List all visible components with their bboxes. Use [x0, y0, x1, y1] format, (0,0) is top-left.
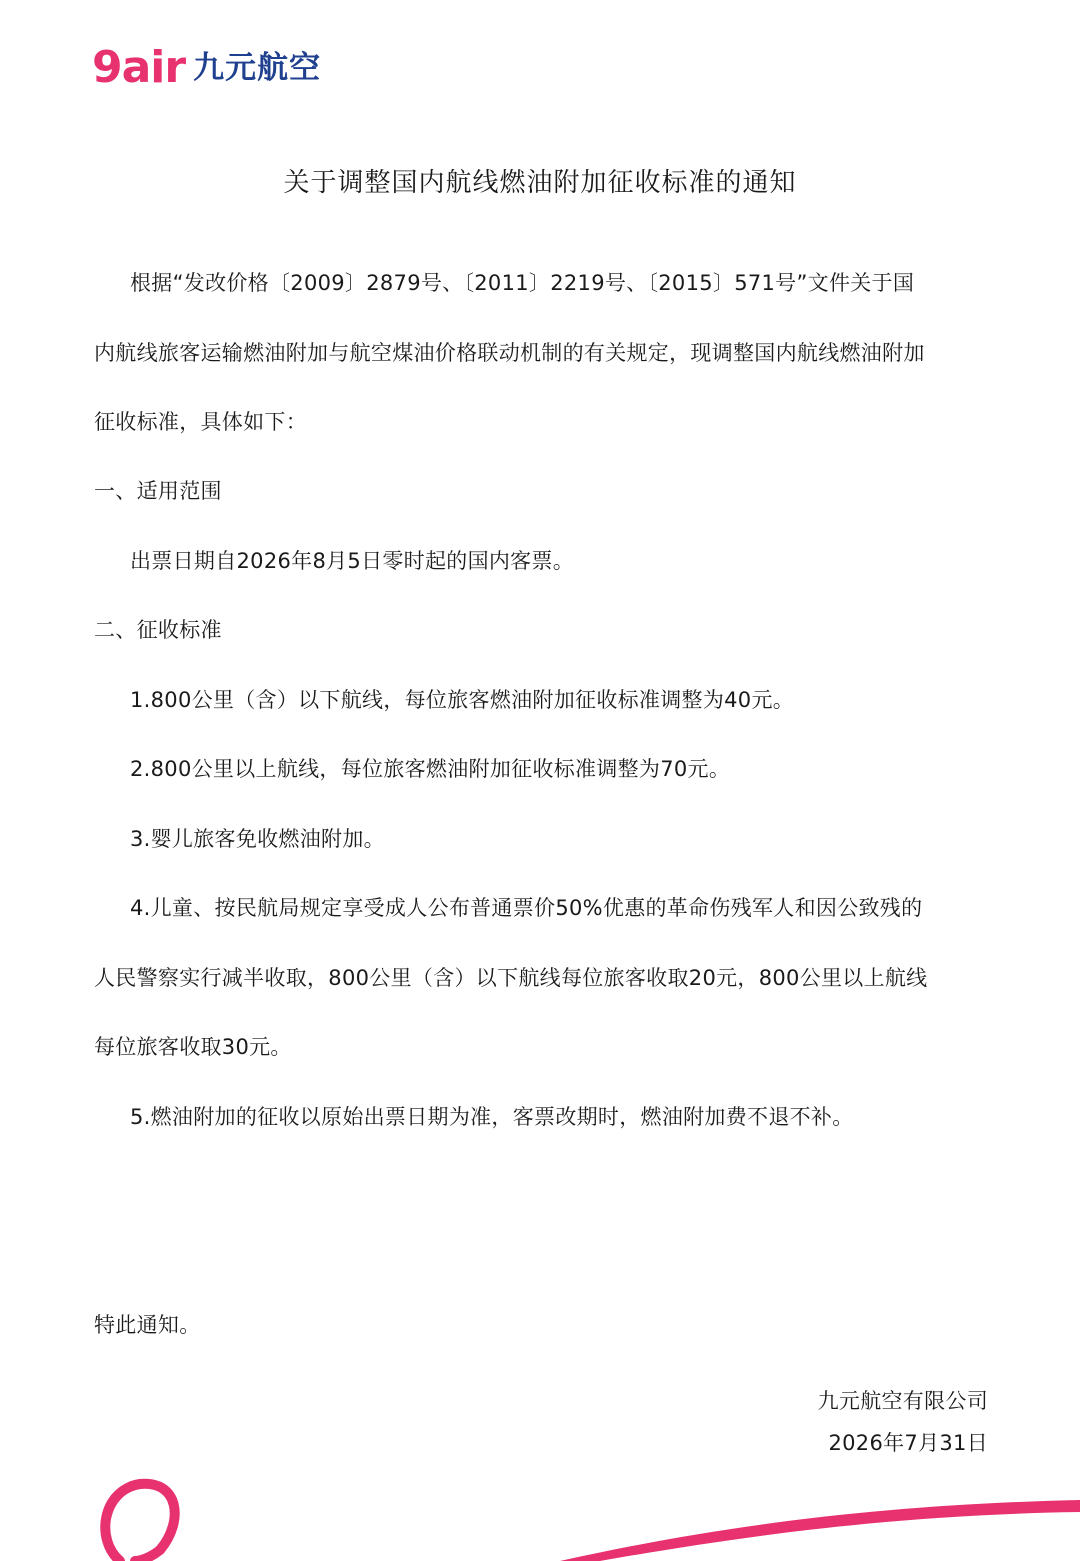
section1-text: 出票日期自2026年8月5日零时起的国内客票。 [130, 549, 575, 573]
item-4-line-3: 每位旅客收取30元。 [94, 1035, 292, 1059]
intro-line-2: 内航线旅客运输燃油附加与航空煤油价格联动机制的有关规定，现调整国内航线燃油附加 [94, 341, 925, 365]
logo-name: 九元航空 [193, 50, 322, 86]
closing-text: 特此通知。 [94, 1313, 201, 1337]
brand-logo [92, 44, 321, 92]
notice-title: 关于调整国内航线燃油附加征收标准的通知 [283, 168, 797, 198]
section2-heading: 二、征收标准 [94, 618, 222, 642]
item-3: 3.婴儿旅客免收燃油附加。 [130, 827, 385, 851]
section1-heading: 一、适用范围 [94, 479, 222, 503]
company-signature: 九元航空有限公司 [817, 1389, 988, 1413]
notice-date: 2026年7月31日 [828, 1431, 988, 1455]
intro-line-3: 征收标准，具体如下： [94, 410, 307, 434]
item-4-line-1: 4.儿童、按民航局规定享受成人公布普通票价50%优惠的革命伤残军人和因公致残的 [130, 896, 923, 920]
item-5: 5.燃油附加的征收以原始出票日期为准，客票改期时，燃油附加费不退不补。 [130, 1105, 854, 1129]
logo-mark: 9air [92, 42, 186, 93]
item-2: 2.800公里以上航线，每位旅客燃油附加征收标准调整为70元。 [130, 757, 731, 781]
intro-line-1: 根据“发改价格〔2009〕2879号、〔2011〕2219号、〔2015〕571号”文件关于国 [130, 271, 915, 295]
item-1: 1.800公里（含）以下航线，每位旅客燃油附加征收标准调整为40元。 [130, 688, 795, 712]
item-4-line-2: 人民警察实行减半收取，800公里（含）以下航线每位旅客收取20元，800公里以上航线 [94, 966, 928, 990]
